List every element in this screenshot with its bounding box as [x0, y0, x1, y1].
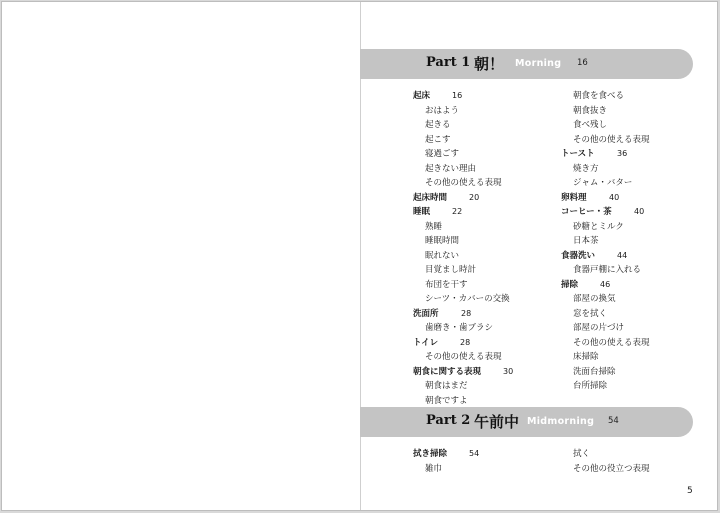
toc-entry-page: 28	[460, 337, 471, 347]
toc-entry-text: 起床時間	[413, 192, 448, 203]
toc-heading	[413, 89, 563, 104]
toc-entry-text: その他の使える表現	[425, 178, 502, 188]
toc-entry-text: トイレ	[413, 337, 439, 348]
toc-subentry	[561, 379, 701, 394]
toc-subentry	[561, 104, 701, 119]
toc-entry-text: 卵料理	[561, 192, 587, 203]
part-1-column-left	[413, 89, 563, 408]
part-1-jp-title: 朝！	[474, 55, 505, 73]
toc-entry-text: 洗面所	[413, 308, 439, 319]
toc-subentry	[561, 321, 701, 336]
toc-entry-text: 朝食ですよ	[425, 395, 468, 406]
toc-entry-text: 睡眠	[413, 207, 431, 217]
toc-entry-text: 掃除	[561, 279, 579, 290]
part-2-jp-title: 午前中	[474, 413, 520, 431]
toc-subentry	[561, 118, 701, 133]
toc-subentry	[413, 278, 563, 293]
toc-entry-text: 朝食を食べる	[573, 91, 625, 101]
toc-entry-text: 起こす	[425, 134, 451, 145]
toc-entry-text: 睡眠時間	[425, 236, 460, 246]
toc-entry-text: 拭く	[573, 449, 591, 459]
toc-entry-text: コーヒー・茶	[561, 207, 612, 217]
toc-subentry	[413, 176, 563, 191]
toc-entry-text: 雑巾	[425, 463, 443, 474]
toc-entry-text: 日本茶	[573, 236, 599, 246]
toc-subentry	[561, 220, 701, 235]
toc-subentry	[561, 336, 701, 351]
toc-subentry	[561, 292, 701, 307]
toc-entry-text: 食器洗い	[561, 250, 596, 261]
toc-subentry	[413, 133, 563, 148]
toc-subentry	[413, 118, 563, 133]
toc-entry-text: 台所掃除	[573, 381, 608, 391]
toc-heading	[561, 191, 701, 206]
toc-subentry	[561, 133, 701, 148]
toc-subentry	[413, 321, 563, 336]
toc-entry-text: 朝食に関する表現	[413, 366, 482, 377]
toc-subentry	[413, 162, 563, 177]
toc-entry-page: 28	[461, 308, 472, 318]
toc-entry-text: 部屋の片づけ	[573, 323, 625, 333]
toc-entry-text: 床掃除	[573, 352, 599, 362]
toc-subentry	[561, 176, 701, 191]
part-2-page: 54	[608, 416, 619, 426]
toc-subentry	[413, 350, 563, 365]
part-1-column-right	[561, 89, 701, 394]
toc-heading	[413, 307, 563, 322]
part-1-en-title: Morning	[515, 58, 562, 69]
toc-heading	[413, 205, 563, 220]
toc-entry-text: おはよう	[425, 105, 460, 116]
toc-entry-page: 36	[617, 149, 628, 158]
toc-subentry	[413, 379, 563, 394]
toc-heading	[413, 447, 563, 462]
toc-entry-page: 22	[452, 207, 463, 216]
toc-entry-text: 食べ残し	[573, 120, 608, 130]
toc-heading	[561, 147, 701, 162]
toc-entry-text: 寝過ごす	[425, 149, 460, 159]
toc-entry-text: 目覚まし時計	[425, 265, 477, 275]
toc-entry-page: 20	[469, 192, 480, 202]
toc-subentry	[561, 89, 701, 104]
toc-subentry	[413, 147, 563, 162]
toc-subentry	[413, 462, 563, 477]
toc-entry-text: 起きない理由	[425, 163, 477, 174]
toc-entry-text: ジャム・バター	[573, 178, 633, 188]
toc-entry-text: 朝食抜き	[573, 105, 608, 116]
toc-subentry	[561, 447, 701, 462]
toc-entry-text: その他の使える表現	[425, 352, 502, 362]
toc-entry-text: 朝食はまだ	[425, 381, 468, 391]
part-1-title: Part 1	[426, 55, 471, 70]
toc-entry-text: シーツ・カバーの交換	[425, 294, 510, 304]
toc-entry-text: その他の使える表現	[573, 337, 650, 348]
toc-subentry	[413, 104, 563, 119]
toc-heading	[413, 336, 563, 351]
page-number: 5	[687, 486, 693, 496]
toc-entry-text: その他の使える表現	[573, 134, 650, 145]
part-2-column-left	[413, 447, 563, 476]
toc-entry-page: 16	[452, 91, 463, 100]
part-1-page: 16	[577, 58, 588, 68]
toc-entry-text: 洗面台掃除	[573, 366, 616, 377]
toc-subentry	[413, 394, 563, 409]
toc-heading	[561, 278, 701, 293]
toc-entry-text: 起床	[413, 91, 431, 101]
toc-entry-text: 部屋の換気	[573, 294, 616, 304]
toc-entry-page: 46	[600, 279, 611, 289]
toc-subentry	[413, 249, 563, 264]
toc-subentry	[561, 162, 701, 177]
toc-subentry	[561, 234, 701, 249]
toc-entry-page: 40	[609, 192, 620, 202]
toc-subentry	[561, 263, 701, 278]
part-2-title: Part 2	[426, 413, 471, 428]
part-2-column-right	[561, 447, 701, 476]
toc-entry-text: 熟睡	[425, 221, 443, 232]
toc-entry-text: トースト	[561, 149, 595, 159]
toc-subentry	[413, 263, 563, 278]
toc-subentry	[413, 234, 563, 249]
toc-subentry	[413, 292, 563, 307]
toc-entry-page: 40	[634, 207, 645, 216]
toc-entry-text: 歯磨き・歯ブラシ	[425, 323, 494, 333]
toc-subentry	[413, 220, 563, 235]
toc-entry-text: 食器戸棚に入れる	[573, 265, 642, 275]
toc-entry-text: 布団を干す	[425, 279, 468, 290]
part-1-header	[360, 49, 693, 79]
toc-entry-page: 54	[469, 449, 480, 458]
toc-entry-text: その他の役立つ表現	[573, 463, 650, 474]
toc-subentry	[561, 462, 701, 477]
part-2-header	[360, 407, 693, 437]
toc-subentry	[561, 365, 701, 380]
toc-entry-page: 44	[617, 250, 628, 260]
toc-entry-page: 30	[503, 366, 514, 376]
part-2-en-title: Midmorning	[527, 416, 595, 427]
toc-entry-text: 砂糖とミルク	[573, 221, 624, 232]
toc-heading	[413, 191, 563, 206]
toc-entry-text: 眠れない	[425, 250, 460, 261]
toc-subentry	[561, 350, 701, 365]
toc-entry-text: 起きる	[425, 120, 451, 130]
toc-heading	[561, 205, 701, 220]
toc-heading	[561, 249, 701, 264]
toc-entry-text: 拭き掃除	[413, 449, 448, 459]
toc-subentry	[561, 307, 701, 322]
toc-entry-text: 窓を拭く	[573, 308, 608, 319]
toc-heading	[413, 365, 563, 380]
toc-entry-text: 焼き方	[573, 163, 599, 174]
